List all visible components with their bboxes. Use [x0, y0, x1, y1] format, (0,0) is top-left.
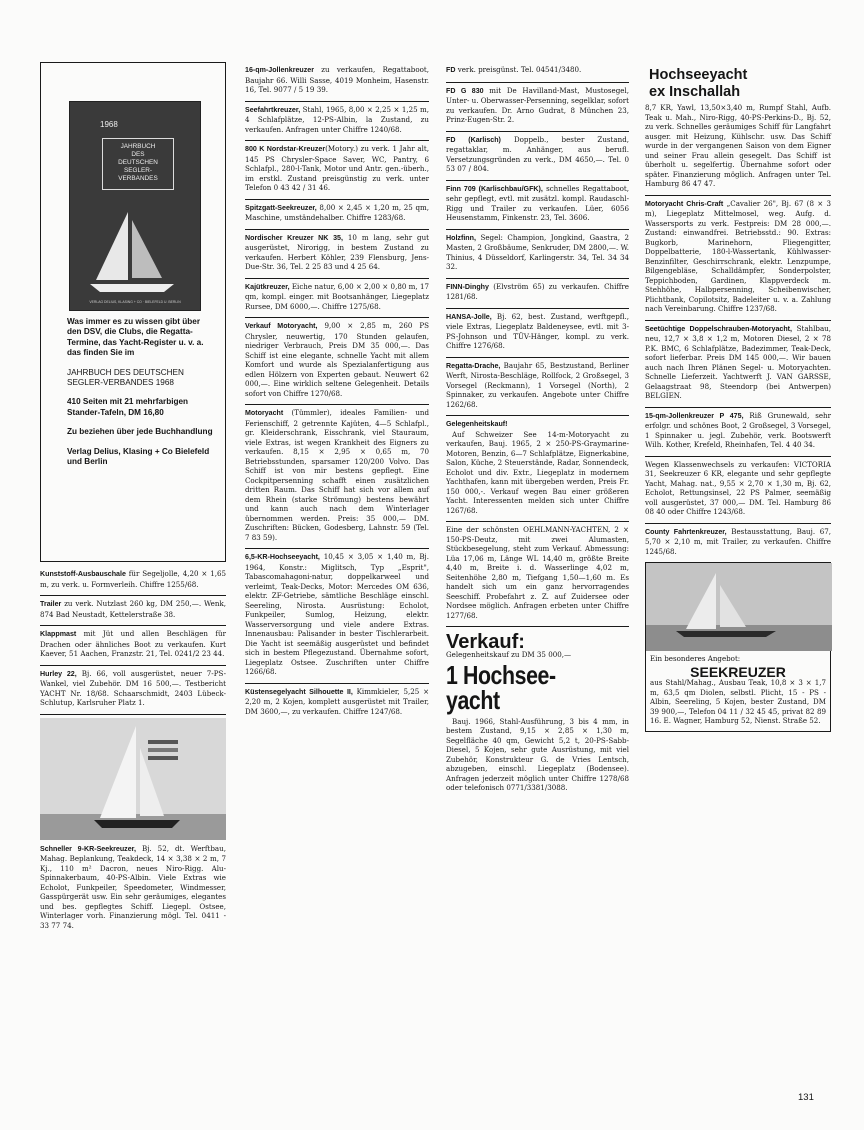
classified-ad: 6,5-KR-Hochseeyacht, 10,45 × 3,05 × 1,40 m, Bj. 1964, Konstr.: Miglitsch, Typ „Esprit", Tabascomahagoni-natur, doppelkarweel und verleimt, Teak-Decks, Motor: Mercedes OM 636, elektr. ZF-Getriebe, sämtliche Beschläge einschl. Seereling, Nirosta. Ausrüstung: Echolot, Funkpeiler, Sumlog, Heizung, elektr. Wasserversorgung und viele andere Extras. Innenausbau: Palisander in bester Tischlerarbeit. Die Yacht ist seemäßig ausgerüstet und befindet sich in bestem Pflegezustand. Übernahme sofort, Liegeplatz Ostsee. Zuschriften unter Chiffre 1266/68. [245, 549, 429, 684]
classified-ad: Seetüchtige Doppelschrauben-Motoryacht, Stahlbau, neu, 12,7 × 3,8 × 1,2 m, Motoren Diesel, 2 × 78 P.K. BMC, 6 Schlafplätze, Badezimmer, Teak-Deck, sofort lieferbar. Preis DM 145 000,—. Wir bauen auch nach Ihren Plänen Segel- u. Motoryachten. Schnelle Lieferzeit. Yachtwerft J. VAN GARSSE, Gelaagstraat 98, Steendorp (bei Antwerpen) BELGIEN. [645, 321, 831, 408]
classified-ad: 15-qm-Jollenkreuzer P 475, Riß Grunewald, sehr erfolgr. und schönes Boot, 2 Großsegel, 3 Vorsegel, 1 Spinnaker u. jegl. Zubehör, verk. Bootswerft Wilh. Kother, Krefeld, Rheinhafen, Tel. 4 40 34. [645, 408, 831, 457]
classified-ad: Kunststoff-Ausbauschale für Segeljolle, 4,20 × 1,65 m, zu verk. u. Formverleih. Chiffre 1255/68. [40, 566, 226, 596]
book-cover-publisher: VERLAG DELIUS, KLASING + CO · BIELEFELD U. BERLIN [89, 300, 181, 304]
book-ad-publisher: Verlag Delius, Klasing + Co Bielefeld und Berlin [67, 446, 210, 467]
classified-ad: Klappmast mit Jüt und allen Beschlägen für Drachen oder ähnliches Boot zu verkaufen. Kurt Kaever, 51 Aachen, Franzstr. 21, Tel. 0241/2 23 44. [40, 626, 226, 666]
column-3 [446, 62, 629, 799]
featured-ad-title: Hochseeyacht ex Inschallah [649, 67, 748, 100]
classified-ad: Motoryacht (Tümmler), ideales Familien- und Ferienschiff, 2 getrennte Kajüten, 4—5 Schlafpl., gr. Kleiderschrank, Eisschrank, viel Stauraum, viele Extras, ist wegen Krankheit des Eigners zu verkaufen. 8,15 × 2,95 × 0,65 m, 70 Betriebsstunden, sparsamer 120/200 Volvo. Das Schiff ist von mir bestens gepflegt. Eine Cockpitpersenning schafft einen zusätzlichen dritten Raum. Das Schiff hat sich vor allem auf dem Rhein (starke Strömung) bestens bewährt und kann auch nach dem Winterlager übernommen werden. Preis: 35 000,— DM. Zuschriften: Bücken, Godesberg, Lahnstr. 59 (Tel. 7 83 59). [245, 405, 429, 549]
seekreuzer-title: SEEKREUZER [690, 663, 786, 680]
book-cover-image [69, 101, 201, 311]
book-ad-price: 410 Seiten mit 21 mehrfarbigen Stander-Tafeln, DM 16,80 [67, 397, 189, 417]
classified-ad: FD G 830 mit De Havilland-Mast, Mustosegel, Unter- u. Oberwasser-Persenning, segelklar, sofort zu verkaufen. Dr. Arno Gudrat, 8 München 23, Prinz-Eugen-Str. 2. [446, 83, 629, 132]
book-ad-availability: Zu beziehen über jede Buchhandlung [67, 427, 213, 437]
classified-ad: Gelegenheitskauf! Auf Schweizer See 14-m-Motoryacht zu verkaufen, Bauj. 1965, 2 × 250-PS-Graymarine-Motoren, Benzin, 6—7 Schlafplätze, Eignerkabine, Salon, Küche, 2 Steuerstände, Radar, Sonnendeck, Echolot und div. Extr., Liegeplatz in modernem Yachthafen, kann mit übergeben werden, Preis Fr. 150 000,-. Verkauf wegen Bau einer größeren Yacht. Interessenten melden sich unter Chiffre 1267/68. [446, 416, 629, 522]
seekreuzer-body: aus Stahl/Mahag., Ausbau Teak, 10,8 × 3 × 1,7 m, 63,5 qm Diolen, selbstl. Plicht, 15 - PS - Albin, Seereling, 5 Kojen, bester Zustand, DM 39 900,—, Telefon 04 11 / 32 45 45, privat 82 89 16. E. Wagner, Hamburg 52, Nienst. Straße 52. [650, 678, 826, 725]
seekreuzer-photo [646, 563, 830, 651]
classified-ad: Finn 709 (Karlischbau/GFK), schnelles Regattaboot, sehr gepflegt, evtl. mit zusätzl. kompl. Raudaschl-Rigg und Trailer zu verkaufen. Lüer, 6056 Heusenstamm, Finkenstr. 23, Tel. 3606. [446, 181, 629, 230]
column-1 [40, 62, 226, 936]
classified-ad: Trailer zu verk. Nutzlast 260 kg, DM 250,—. Wenk, 874 Bad Neustadt, Kettelerstraße 38. [40, 596, 226, 626]
featured-ad-sub: Gelegenheitskauf zu DM 35 000,— [446, 649, 572, 659]
seekreuzer-pre: Ein besonderes Angebot: [650, 654, 741, 663]
classified-ad: Motoryacht Chris-Craft „Cavalier 26", Bj. 67 (8 × 3 m), Liegeplatz Mittelmosel, weg. Aufg. d. Wassersports zu verk. Festpreis: DM 28 000,—. Zustand: einwandfrei. Betriebsstd.: 90. Extras: Bugkorb, Marinehorn, Fliegengitter, Doppelbatterie, 180-l-Wassertank, Kühlwasser-Benzinfilter, Geschirrschrank, elektr. Lenzpumpe, Bilgengebläse, Schalldämpfer, Sonderpolster, Teppichboden, Gardinen, Klappverdeck m. Stehhöhe, Halbpersenning, Scheibenwischer, Plichtbank, Copilotsitz, Badeleiter u. v. a. Zahlung nach Vereinbarung. Chiffre 1237/68. [645, 196, 831, 321]
classified-ad: Hurley 22, Bj. 66, voll ausgerüstet, neuer 7-PS-Wankel, viel Zubehör. DM 16 500,—. Testbericht YACHT Nr. 18/68. Schaarschmidt, 2403 Lübeck-Schlutup, Karlsruher Platz 1. [40, 666, 226, 715]
classified-ad: Verkauf Motoryacht, 9,00 × 2,85 m, 260 PS Chrysler, neuwertig, 170 Stunden gelaufen, niedriger Verbrauch, Preis DM 35 000,—. Das Schiff ist eine elegante, schnelle Yacht mit allem Komfort und wurde als Spezialanfertigung aus edlen Hölzern von Experten gebaut. Neuwert 62 000,—. Eine wirklich seltene Gelegenheit. Details sofort von Chiffre 1270/68. [245, 318, 429, 405]
column-4 [645, 62, 831, 732]
featured-ad-inschallah [645, 62, 831, 196]
featured-ad-body: Bauj. 1966, Stahl-Ausführung, 3 bis 4 mm, in bestem Zustand, 9,15 × 2,85 × 1,30 m, Segelfläche 40 qm, Gewicht 5,2 t, 20-PS-Sabb-Diesel, 5 Kojen, sehr gute Ausrüstung, mit viel Zubehör, Konstrukteur G. de Vries Lentsch, abzugeben, einschl. Liegeplatz (Bodensee). Anfragen jederzeit möglich unter Chiffre 1278/68 oder telefonisch 0771/3381/3088. [446, 716, 629, 792]
classified-ad: FINN-Dinghy (Elvström 65) zu verkaufen. Chiffre 1281/68. [446, 279, 629, 309]
classified-ad: HANSA-Jolle, Bj. 62, best. Zustand, werftgepfl., viele Extras, Liegeplatz Baldeneysee, evtl. mit 3-PS-Johnson und TÜV-Hänger, kompl. zu verk. Chiffre 1276/68. [446, 309, 629, 358]
classified-ad: 800 K Nordstar-Kreuzer(Motory.) zu verk. 1 Jahr alt, 145 PS Chrysler-Space Saver, WC, Pantry, 6 Schlafpl., 280-l-Tank, Motor und Antr. gen.-überh., im erstkl. Zustand preisgünstig zu verk. unter Telefon 0 43 42 / 31 46. [245, 141, 429, 200]
classified-ad: Wegen Klassenwechsels zu verkaufen: VICTORIA 31, Seekreuzer 6 KR, elegante und sehr gepflegte Yacht, Mahag. nat., 9,55 × 2,70 × 1,30 m, Bj. 62, Echolot, Rettungsinsel, 22 PS Palmer, seemäßig voll ausgerüstet, 37 000,— DM. Tel. Hamburg 86 08 40 oder Chiffre 1243/68. [645, 457, 831, 524]
classified-ad: Spitzgatt-Seekreuzer, 8,00 × 2,45 × 1,20 m, 25 qm, Maschine, umständehalber. Chiffre 1283/68. [245, 200, 429, 230]
sailboat-illustration [70, 102, 200, 310]
page-number: 131 [798, 1092, 814, 1103]
classified-ad: FD (Karlisch) Doppelb., bester Zustand, regattaklar, m. Anhänger, aus berufl. Versetzungsgründen zu verk., DM 4650,—. Tel. 0 53 07 / 804. [446, 132, 629, 181]
classified-ad: Holzfinn, Segel: Champion, Jongkind, Gaastra, 2 Masten, 2 Großbäume, Senkruder, DM 2800,—. W. Thinius, 4 Düsseldorf, Karlingerstr. 34, Tel. 34 34 32. [446, 230, 629, 279]
column-2 [245, 62, 429, 722]
classified-ad: County Fahrtenkreuzer, Bestausstattung, Bauj. 67, 5,70 × 2,10 m, mit Trailer, zu verkaufen. Chiffre 1245/68. [645, 526, 831, 556]
book-ad-text [67, 317, 215, 476]
featured-ad-title: 1 Hochsee- yacht [446, 659, 556, 715]
classified-ad-with-photo: Schneller 9-KR-Seekreuzer, Bj. 52, dt. Werftbau, Mahag. Beplankung, Teakdeck, 14 × 3,38 × 2 m, 7 Kj., 110 m² Dacron, neues Niro-Rigg. Alu-Spinnakerbaum, 40-PS-Albin. Viele Extras wie Echolot, Funkpeiler, Speedometer, Windmesser, Gasspürgerät usw. Ein sehr geräumiges, elegantes und bes. gepflegtes Schiff. Liegepl. Ostsee, Winterlager vorh. Finanzierung mögl. Tel. 0411 - 33 77 74. [40, 715, 226, 937]
classified-ad: 16-qm-Jollenkreuzer zu verkaufen, Regattaboot, Baujahr 66. Willi Sasse, 4019 Monheim, Hasenstr. 16, Tel. 9077 / 5 19 39. [245, 62, 429, 102]
book-ad-intro: Was immer es zu wissen gibt über den DSV, die Clubs, die Regatta-Termine, das Yacht-Register u. v. a. das finden Sie im [67, 317, 204, 358]
classified-ad: FD verk. preisgünst. Tel. 04541/3480. [446, 62, 629, 83]
book-advertisement [40, 62, 226, 562]
classified-ad: Kajütkreuzer, Eiche natur, 6,00 × 2,00 × 0,80 m, 17 qm, kompl. einger. mit Bootsanhänger, Liegeplatz Rursee, DM 6000,—. Chiffre 1275/68. [245, 279, 429, 319]
classified-ad: Eine der schönsten OEHLMANN-YACHTEN, 2 × 150-PS-Deutz, mit zwei Alumasten, Stückbesegelung, steht zum Verkauf. Abmessung: Lüa 17,06 m, Länge WL 14,40 m, größte Breite 4,40 m, Breite i. d. Wasserlinge 4,02 m, Seitenhöhe 2,80 m, Tiefgang 1,50—1,60 m. Es handelt sich um ein ganz hervorragendes Seeschiff. Probefahrt z. Z. auf Zuidersee oder Nordsee möglich. Anfragen erbeten unter Chiffre 1277/68. [446, 522, 629, 627]
seekreuzer-ad [645, 562, 831, 732]
book-cover-title: JAHRBUCH DES DEUTSCHEN SEGLER- VERBANDES [102, 138, 174, 190]
featured-ad-hochseeyacht [446, 627, 629, 799]
classified-ad: Regatta-Drache, Baujahr 65, Bestzustand, Berliner Werft, Nirosta-Beschläge, Rollfock, 2 Großsegel, 3 Vorsegel (Reckmann), 1 Vorsegel (North), 2 Spinnaker, zu verkaufen. Angebote unter Chiffre 1262/68. [446, 358, 629, 417]
featured-ad-body: 8,7 KR, Yawl, 13,50×3,40 m, Rumpf Stahl, Aufb. Teak u. Mah., Niro-Rigg, 40-PS-Perkins-D., Bj. 52, zu verk. Schnelles geräumiges Schiff für Langfahrt ausger. mit Heizung, Kühlschr. usw. Das Schiff wurde in der vergangenen Saison von dem Eigner und seiner Frau allein gesegelt. Das Schiff ist überholt u. segelfertig. Übernahme sofort oder später. Finanzierung möglich. Anfragen unter Tel. Hamburg 86 47 47. [645, 103, 831, 188]
classified-ad: Seefahrtkreuzer, Stahl, 1965, 8,00 × 2,25 × 1,25 m, 4 Schlafplätze, 12-PS-Albin, la Zustand, zu verkaufen. Anfragen unter Chiffre 1240/68. [245, 102, 429, 142]
sailboat-photo [40, 718, 226, 840]
book-ad-title: JAHRBUCH DES DEUTSCHEN SEGLER-VERBANDES 1968 [67, 367, 184, 388]
featured-ad-head: Verkauf: [446, 631, 525, 653]
classified-ad: Nordischer Kreuzer NK 35, 10 m lang, sehr gut ausgerüstet, Nirorigg, in bestem Zustand zu verkaufen. Herbert Köhler, 239 Flensburg, Jens-Due-Str. 36, Tel. 2 25 83 und 4 25 64. [245, 230, 429, 279]
book-cover-year: 1968 [100, 120, 118, 129]
classified-ad: Küstensegelyacht Silhouette II, Kimmkieler, 5,25 × 2,20 m, 2 Kojen, komplett ausgerüstet mit Trailer, DM 3600,—, zu verkaufen. Chiffre 1247/68. [245, 686, 430, 716]
